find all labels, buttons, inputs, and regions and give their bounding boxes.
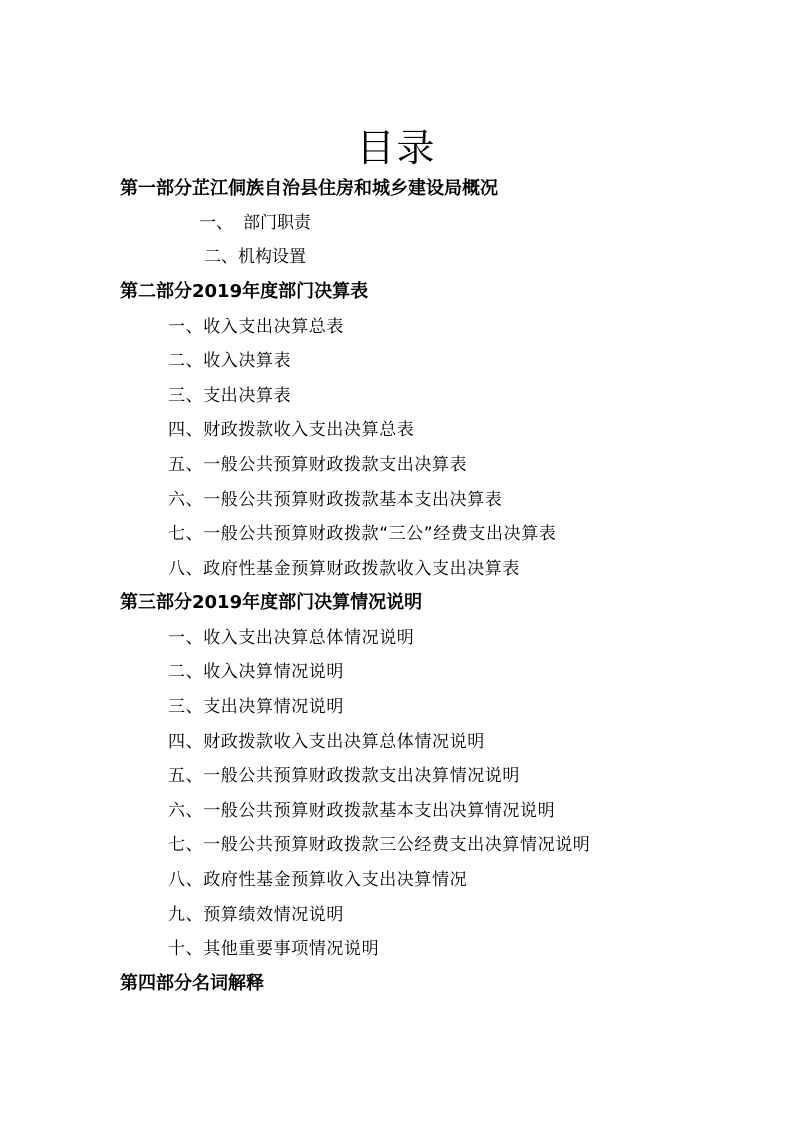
toc-item-label: 机构设置 (238, 247, 306, 267)
toc-item[interactable]: 五、一般公共预算财政拨款支出决算表 (168, 455, 468, 475)
toc-item[interactable]: 三、支出决算表 (168, 386, 292, 406)
toc-item[interactable]: 二、收入决算表 (168, 351, 292, 371)
toc-item[interactable] (204, 244, 306, 270)
toc-part-2-heading[interactable]: 第二部分2019年度部门决算表 (120, 281, 369, 302)
toc-item[interactable]: 一、收入支出决算总体情况说明 (168, 628, 415, 648)
page-title: 目录 (356, 126, 437, 170)
toc-item[interactable]: 八、政府性基金预算收入支出决算情况 (168, 870, 468, 890)
toc-item[interactable]: 九、预算绩效情况说明 (168, 905, 344, 925)
toc-item[interactable]: 一、收入支出决算总表 (168, 317, 344, 337)
toc-item[interactable]: 十、其他重要事项情况说明 (168, 939, 380, 959)
toc-item[interactable]: 七、一般公共预算财政拨款三公经费支出决算情况说明 (168, 835, 591, 855)
toc-item[interactable]: 六、一般公共预算财政拨款基本支出决算情况说明 (168, 801, 556, 821)
toc-item[interactable]: 四、财政拨款收入支出决算总体情况说明 (168, 732, 485, 752)
toc-item[interactable]: 五、一般公共预算财政拨款支出决算情况说明 (168, 766, 520, 786)
toc-item[interactable]: 八、政府性基金预算财政拨款收入支出决算表 (168, 559, 520, 579)
toc-item[interactable]: 七、一般公共预算财政拨款“三公”经费支出决算表 (168, 524, 557, 544)
toc-item[interactable]: 四、财政拨款收入支出决算总表 (168, 420, 415, 440)
toc-item[interactable]: 二、收入决算情况说明 (168, 662, 344, 682)
toc-item-label: 部门职责 (243, 213, 311, 233)
toc-part-3-heading[interactable]: 第三部分2019年度部门决算情况说明 (120, 592, 423, 613)
toc-item[interactable]: 三、支出决算情况说明 (168, 697, 344, 717)
toc-part-4-heading[interactable]: 第四部分名词解释 (120, 973, 264, 994)
toc-part-1-heading[interactable]: 第一部分芷江侗族自治县住房和城乡建设局概况 (120, 178, 498, 199)
toc-item-number: 一、 (199, 213, 233, 233)
toc-item-number: 二、 (204, 247, 238, 267)
toc-item[interactable]: 六、一般公共预算财政拨款基本支出决算表 (168, 490, 503, 510)
toc-item[interactable] (199, 210, 311, 236)
